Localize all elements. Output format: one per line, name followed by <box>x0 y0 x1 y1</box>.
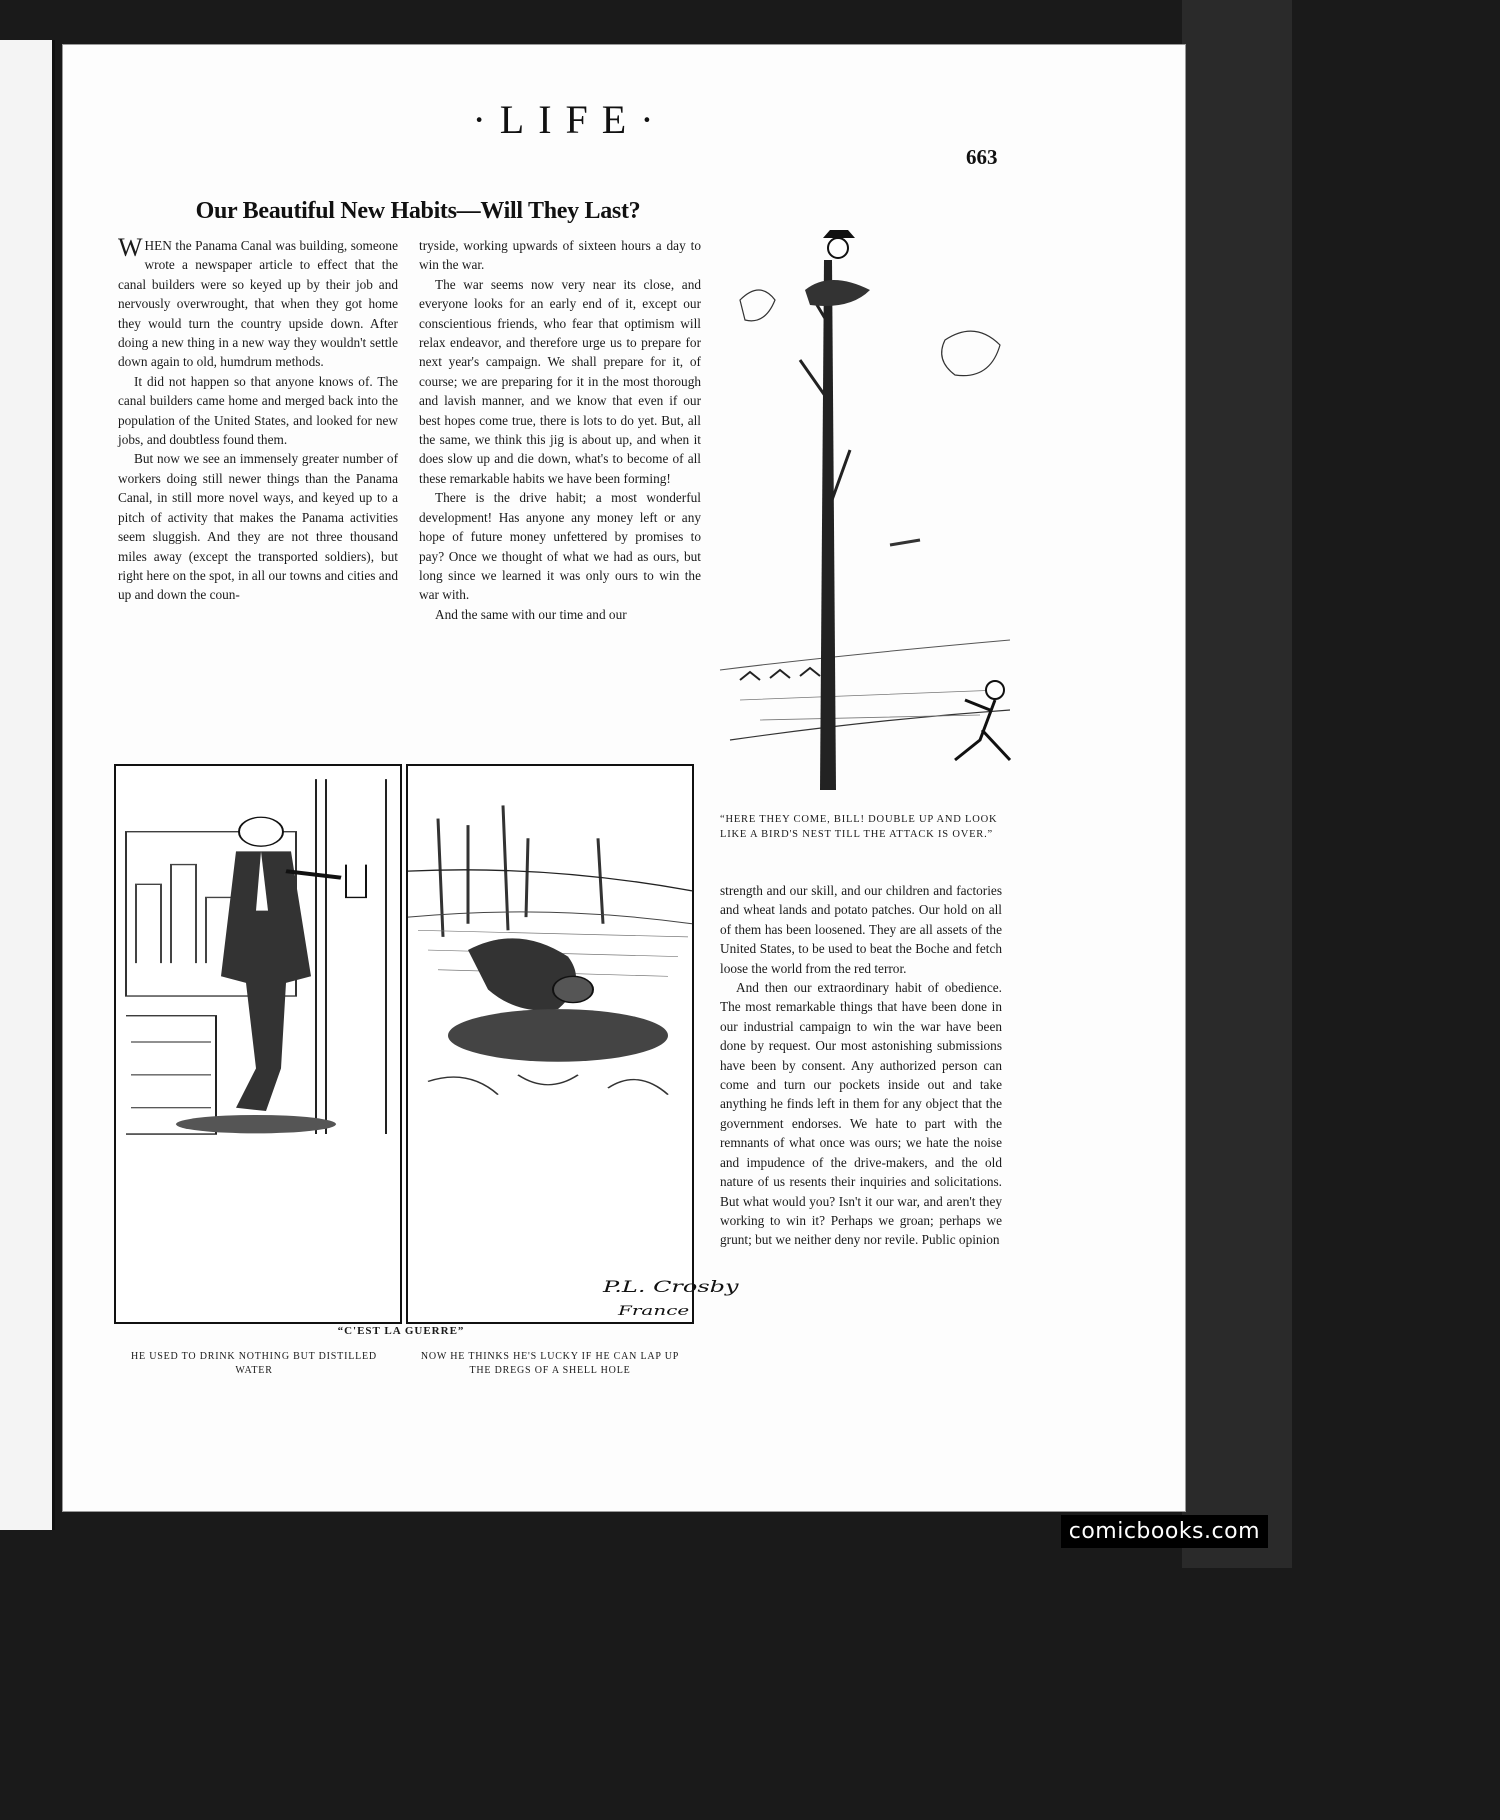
adjacent-page-edge <box>0 40 55 1530</box>
paragraph: The war seems now very near its close, and everyone looks for an early end of it, except our conscientious friends, who fear that optimism will relax endeavor, and therefore urge us to prepare for next year's campaign. We shall prepare for it, of course; we are preparing for it in the most thorough and lavish manner, and we know that even if our best hopes come true, there is lots to do yet. But, all the same, we think this jig is about up, and when it does slow up and die down, what's to become of all these remarkable habits we have been forming! <box>419 276 701 486</box>
masthead: ·LIFE· <box>472 97 668 142</box>
paragraph: And then our extraordinary habit of obedience. The most remarkable things that have been done in our industrial campaign to win the war have been done by request. Our most astonishing submissions have been by consent. Any authorized person can come and turn our pockets inside out and take anything he finds left in them for any object that the government endorses. We hate to part with the remnants of what once was ours; we hate the noise and impudence of the drive-makers, and the old nature of us resents their inquiries and solicitations. But what would you? Isn't it our war, and aren't they working to win it? Perhaps we groan; perhaps we grunt; but we neither deny nor revile. Public opinion <box>720 980 1002 1248</box>
paragraph: It did not happen so that anyone knows of. The canal builders came home and merged back into the population of the United States, and looked for new jobs, and doubtless found them. <box>118 373 398 448</box>
paragraph: strength and our skill, and our children and factories and wheat lands and potato patches. Our hold on all of them has been loosened. They are all assets of the United States, to be used to beat the Boche and fetch loose the world from the red terror. <box>720 883 1002 976</box>
article-column-2 <box>419 236 701 624</box>
cartoon-panel-after <box>406 764 739 1324</box>
artist-signature-location: France <box>618 1302 690 1318</box>
tree-cartoon-caption: “HERE THEY COME, BILL! DOUBLE UP AND LOOK LIKE A BIRD'S NEST TILL THE ATTACK IS OVER.” <box>720 814 998 840</box>
paragraph: And the same with our time and our <box>435 606 627 622</box>
artist-signature: P.L. Crosby <box>603 1277 739 1296</box>
war-cartoon-left-caption: HE USED TO DRINK NOTHING BUT DISTILLED WATER <box>131 1351 377 1376</box>
paragraph: There is the drive habit; a most wonderful development! Has anyone any money left or any hope of future money unfettered by promises to pay? Once we thought of what we had as ours, but long since we learned it was only ours to win the war with. <box>419 490 701 603</box>
drop-cap: W <box>118 233 143 262</box>
article-column-3 <box>720 881 1002 1250</box>
article-headline: Our Beautiful New Habits—Will They Last? <box>195 198 641 224</box>
article-column-1 <box>118 233 398 605</box>
scan-margin <box>1182 0 1292 1568</box>
paragraph: But now we see an immensely greater number of workers doing still newer things than the Panama Canal, in still more novel ways, and keyed up to a pitch of activity that makes the Panama activities seem sluggish. And they are not three thousand miles away (except the transported soldiers), but right here on the spot, in all our towns and cities and up and down the coun- <box>118 451 398 603</box>
tree-cartoon-illustration <box>720 200 1010 800</box>
page-number: 663 <box>966 145 998 169</box>
site-watermark: comicbooks.com <box>1061 1515 1268 1548</box>
war-cartoon <box>108 764 739 1324</box>
war-cartoon-right-caption: NOW HE THINKS HE'S LUCKY IF HE CAN LAP UP THE DREGS OF A SHELL HOLE <box>420 1351 680 1376</box>
cartoon-panel-before <box>114 764 402 1324</box>
paragraph: tryside, working upwards of sixteen hours a day to win the war. <box>419 238 701 273</box>
war-cartoon-title: “C'EST LA GUERRE” <box>337 1325 465 1337</box>
paragraph: WHEN the Panama Canal was building, someone wrote a newspaper article to effect that the canal builders were so keyed up by their job and nervously overwrought, that when they got home they would turn the country upside down. After doing a new thing in a new way they wouldn't settle down again to old, humdrum methods. <box>118 233 398 370</box>
